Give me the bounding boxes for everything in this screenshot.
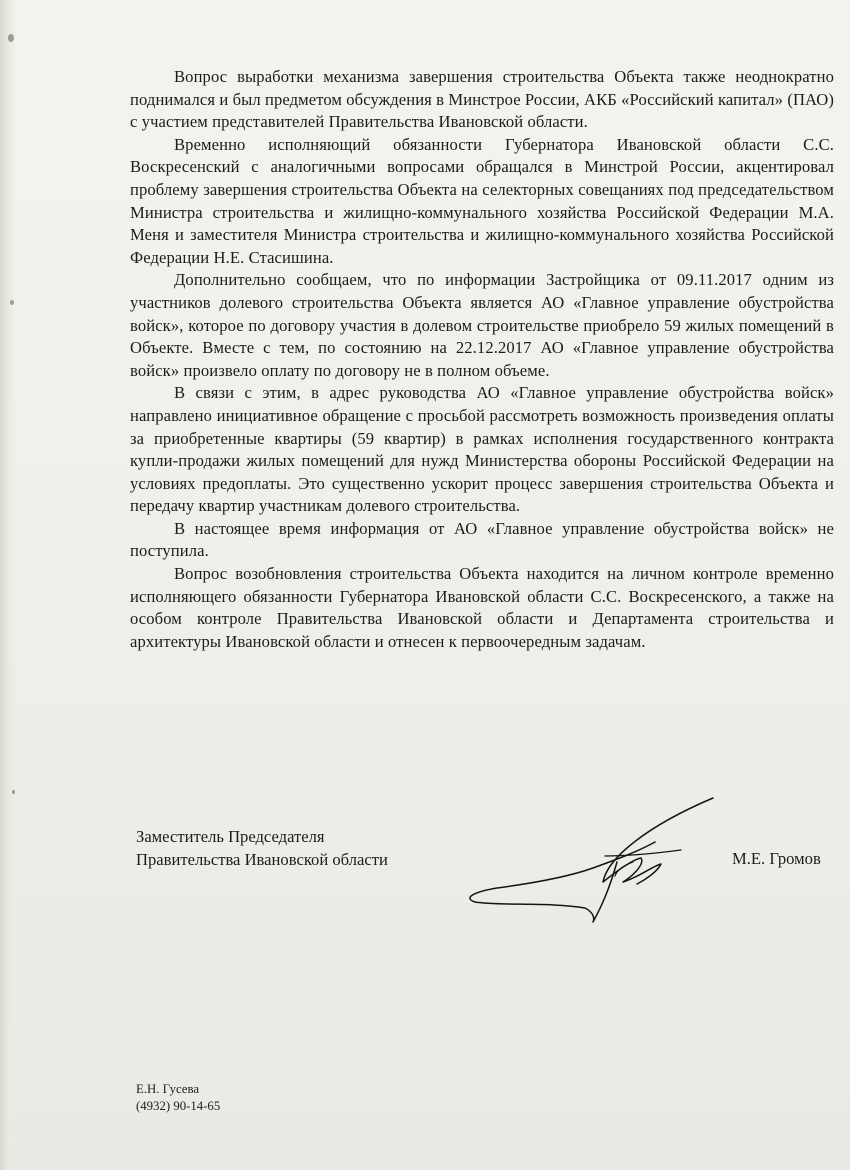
signatory-position-line2: Правительства Ивановской области <box>136 849 388 869</box>
executor-phone: (4932) 90-14-65 <box>136 1099 221 1113</box>
scan-speck <box>10 300 14 305</box>
paragraph-initiative-request: В связи с этим, в адрес руководства АО «Главное управление обустройства войск» направлено инициативное обращение с просьбой рассмотреть возможность произведения оплаты за приобретенные квартиры (59 квартир) в рамках исполнения государственного контракта купли-продажи жилых помещений для нужд Министерства обороны Российской Федерации на условиях предоплаты. Это существенно ускорит процесс завершения строительства Объекта и передачу квартир участникам долевого строительства. <box>130 383 834 516</box>
handwritten-signature <box>455 790 735 930</box>
signatory-name: М.Е. Громов <box>732 849 821 868</box>
paragraph-ministry-discussion: Вопрос выработки механизма завершения строительства Объекта также неоднократно поднимался и был предметом обсуждения в Минстрое России, АКБ «Российский капитал» (ПАО) с участием представителей Правительства Ивановской области. <box>130 67 834 132</box>
paragraph-control-statement: Вопрос возобновления строительства Объекта находится на личном контроле временно исполняющего обязанности Губернатора Ивановской области С.С. Воскресенского, а также на особом контроле Правительства Ивановской области и Департамента строительства и архитектуры Ивановской области и отнесен к первоочередным задачам. <box>130 564 834 651</box>
paragraph-governor-actions: Временно исполняющий обязанности Губернатора Ивановской области С.С. Воскресенский с аналогичными вопросами обращался в Минстрой России, акцентировал проблему завершения строительства Объекта на селекторных совещаниях под председательством Министра строительства и жилищно-коммунального хозяйства Российской Федерации М.А. Меня и заместителя Министра строительства и жилищно-коммунального хозяйства Российской Федерации Н.Е. Стасишина. <box>130 134 834 267</box>
executor-name: Е.Н. Гусева <box>136 1082 200 1096</box>
executor-block <box>136 1081 220 1115</box>
paragraph-developer-info: Дополнительно сообщаем, что по информации Застройщика от 09.11.2017 одним из участников долевого строительства Объекта является АО «Главное управление обустройства войск», которое по договору участия в долевом строительстве приобрело 59 жилых помещений в Объекте. Вместе с тем, по состоянию на 22.12.2017 АО «Главное управление обустройства войск» произвело оплату по договору не в полном объеме. <box>130 270 834 380</box>
paragraph-no-response: В настоящее время информация от АО «Главное управление обустройства войск» не поступила. <box>130 518 834 561</box>
scan-speck <box>12 790 15 794</box>
signatory-position-line1: Заместитель Председателя <box>136 827 325 846</box>
signatory-position <box>136 826 388 871</box>
scan-speck <box>8 34 14 42</box>
scan-edge-shadow <box>0 0 16 1170</box>
letter-body <box>130 66 834 653</box>
